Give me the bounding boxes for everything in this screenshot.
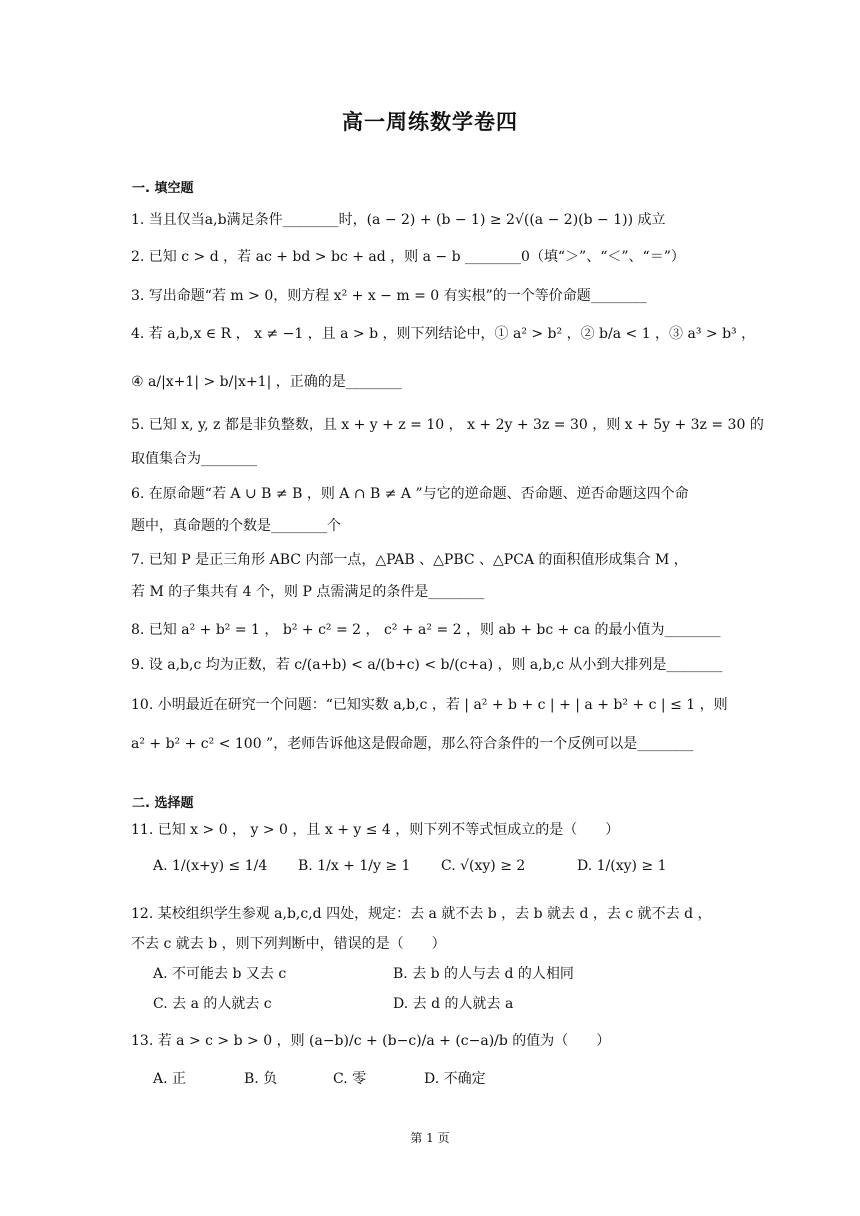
question-7-line1: 7. 已知 P 是正三角形 ABC 内部一点，△PAB 、△PBC 、△PCA 的面积值形成集合 M ，	[131, 552, 688, 568]
question-4-line2: ④ a/|x+1| > b/|x+1| ，正确的是________	[131, 374, 402, 390]
question-11-option-b: B. 1/x + 1/y ≥ 1	[298, 858, 411, 874]
question-12-line2: 不去 c 就去 b ，则下列判断中，错误的是（ ）	[131, 936, 446, 952]
question-1: 1. 当且仅当a,b满足条件________时，(a − 2) + (b − 1) ≥ 2√((a − 2)(b − 1)) 成立	[131, 212, 666, 228]
question-12-line1: 12. 某校组织学生参观 a,b,c,d 四处，规定：去 a 就不去 b ，去 b 就去 d ，去 c 就不去 d ，	[131, 906, 712, 922]
page-title: 高一周练数学卷四	[342, 110, 518, 134]
question-12-option-c: C. 去 a 的人就去 c	[153, 996, 272, 1012]
question-11-option-a: A. 1/(x+y) ≤ 1/4	[153, 858, 268, 874]
section-choice-heading: 二. 选择题	[132, 796, 194, 811]
question-13-option-b: B. 负	[244, 1071, 278, 1087]
question-11-option-c: C. √(xy) ≥ 2	[441, 858, 526, 874]
question-13-option-d: D. 不确定	[424, 1071, 486, 1087]
question-4-line1: 4. 若 a,b,x ∈ R ， x ≠ −1 ，且 a > b ，则下列结论中，① a² > b² ，② b/a < 1 ，③ a³ > b³ ，	[131, 326, 756, 342]
question-5-line1: 5. 已知 x, y, z 都是非负整数，且 x + y + z = 10 ， x + 2y + 3z = 30 ，则 x + 5y + 3z = 30 的	[131, 417, 764, 433]
question-12-option-d: D. 去 d 的人就去 a	[393, 996, 514, 1012]
question-6-line1: 6. 在原命题“若 A ∪ B ≠ B ，则 A ∩ B ≠ A ”与它的逆命题、否命题、逆否命题这四个命	[131, 486, 689, 502]
question-2: 2. 已知 c > d ，若 ac + bd > bc + ad ，则 a − b ________0（填“＞”、“＜”、“＝”）	[131, 249, 685, 265]
question-13-option-c: C. 零	[333, 1071, 367, 1087]
page-number: 第 1 页	[410, 1131, 450, 1145]
question-11-option-d: D. 1/(xy) ≥ 1	[577, 858, 667, 874]
question-12-option-b: B. 去 b 的人与去 d 的人相同	[393, 966, 574, 982]
question-10-line2: a² + b² + c² < 100 ”，老师告诉他这是假命题，那么符合条件的一个反例可以是________	[131, 736, 694, 752]
question-10-line1: 10. 小明最近在研究一个问题：“已知实数 a,b,c ，若 | a² + b + c | + | a + b² + c | ≤ 1 ，则	[131, 697, 728, 713]
question-11: 11. 已知 x > 0 ， y > 0 ，且 x + y ≤ 4 ，则下列不等式恒成立的是（ ）	[131, 822, 620, 838]
question-8: 8. 已知 a² + b² = 1 ， b² + c² = 2 ， c² + a² = 2 ，则 ab + bc + ca 的最小值为________	[131, 622, 721, 638]
question-13: 13. 若 a > c > b > 0 ，则 (a−b)/c + (b−c)/a + (c−a)/b 的值为（ ）	[131, 1033, 611, 1049]
question-3: 3. 写出命题“若 m > 0，则方程 x² + x − m = 0 有实根”的一个等价命题________	[131, 288, 647, 304]
section-fill-heading: 一. 填空题	[132, 181, 194, 196]
question-13-option-a: A. 正	[153, 1071, 187, 1087]
question-9: 9. 设 a,b,c 均为正数，若 c/(a+b) < a/(b+c) < b/(c+a) ，则 a,b,c 从小到大排列是________	[131, 657, 723, 673]
question-5-line2: 取值集合为________	[131, 451, 257, 467]
question-6-line2: 题中，真命题的个数是________个	[131, 518, 341, 534]
question-12-option-a: A. 不可能去 b 又去 c	[153, 966, 287, 982]
question-7-line2: 若 M 的子集共有 4 个，则 P 点需满足的条件是________	[131, 584, 485, 600]
